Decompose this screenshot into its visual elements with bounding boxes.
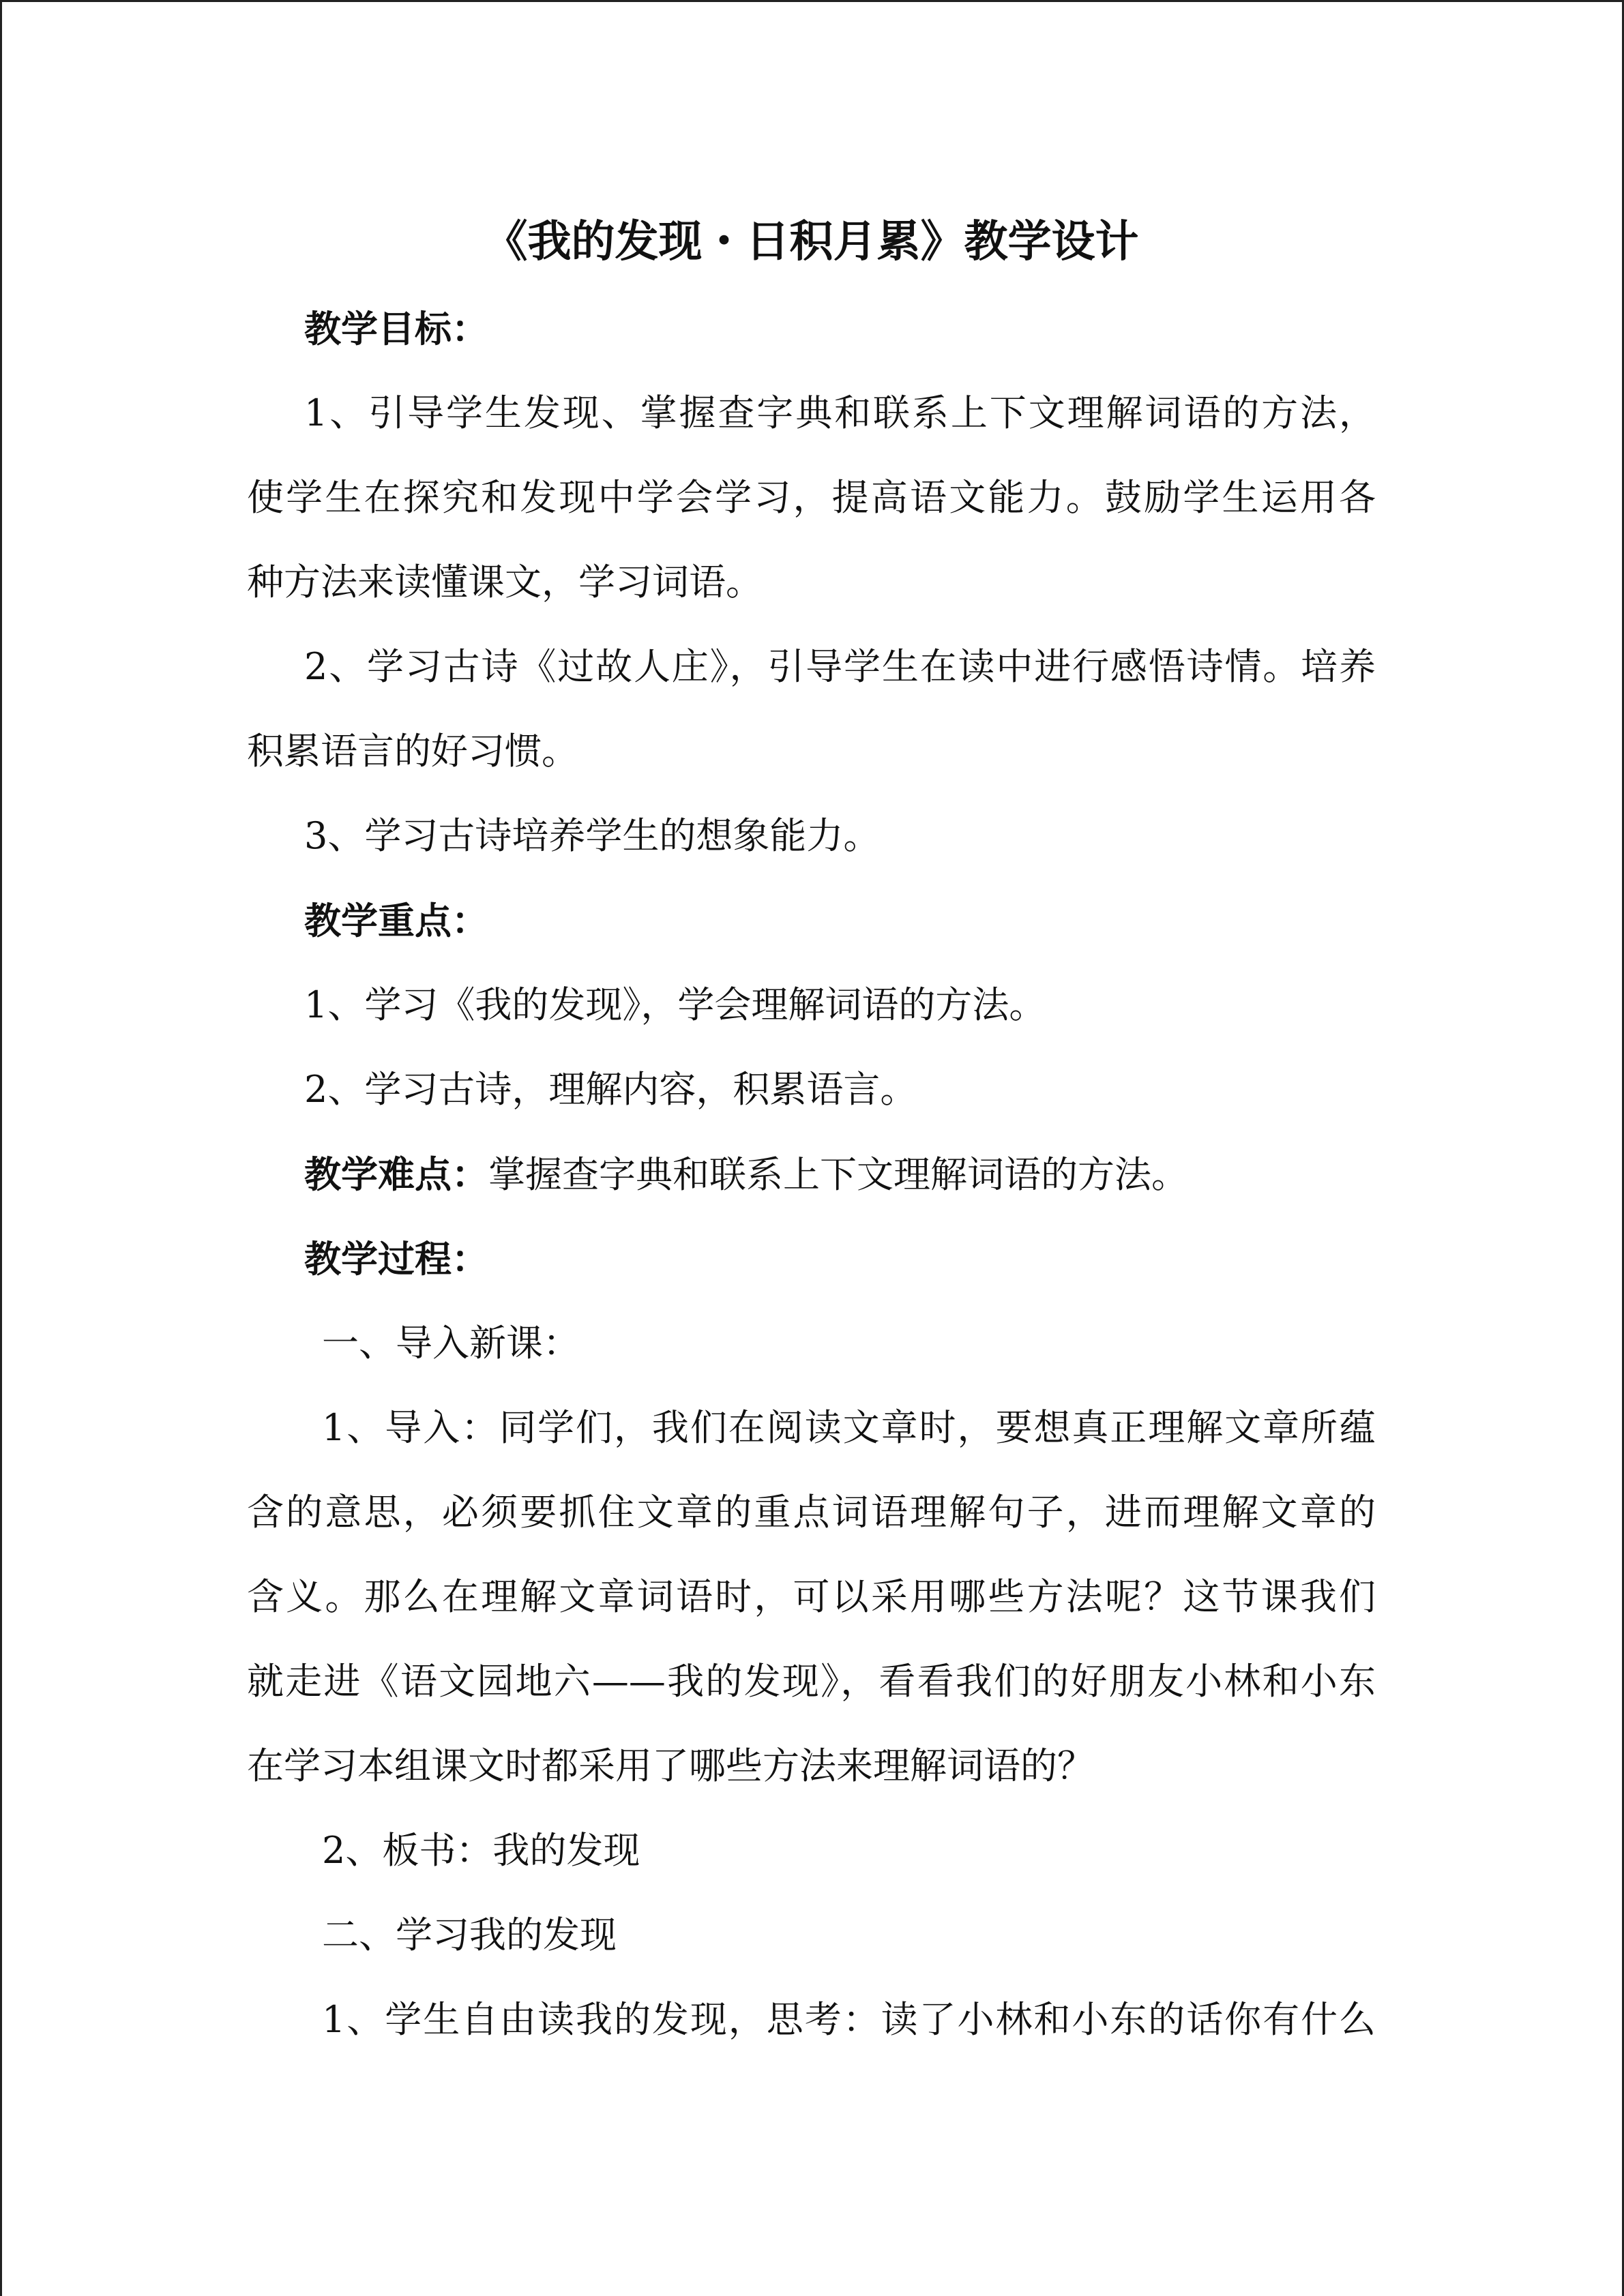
- goal-1-line-1: 1、引导学生发现、掌握查字典和联系上下文理解词语的方法，: [304, 391, 1376, 434]
- section-1-para-1-line-3: 含义。那么在理解文章词语时，可以采用哪些方法呢？这节课我们: [247, 1575, 1376, 1618]
- focus-heading: 教学重点：: [304, 899, 488, 942]
- difficulty-text: 掌握查字典和联系上下文理解词语的方法。: [488, 1153, 1188, 1196]
- focus-2: 2、学习古诗，理解内容，积累语言。: [304, 1068, 917, 1111]
- difficulty-label: 教学难点：: [304, 1152, 488, 1196]
- goal-1-line-3: 种方法来读懂课文，学习词语。: [247, 561, 763, 603]
- process-heading: 教学过程：: [304, 1237, 488, 1281]
- document-title: 《我的发现・日积月累》教学设计: [484, 216, 1139, 267]
- section-1-para-2: 2、板书：我的发现: [322, 1829, 640, 1872]
- difficulty-paragraph: [247, 1132, 1376, 1217]
- goal-1-line-2: 使学生在探究和发现中学会学习，提高语文能力。鼓励学生运用各: [247, 476, 1376, 519]
- section-2-heading: 二、学习我的发现: [322, 1913, 617, 1956]
- focus-1: 1、学习《我的发现》，学会理解词语的方法。: [304, 983, 1046, 1026]
- goal-3: 3、学习古诗培养学生的想象能力。: [304, 814, 881, 857]
- goal-2-line-1: 2、学习古诗《过故人庄》，引导学生在读中进行感悟诗情。培养: [304, 645, 1376, 688]
- section-2-para-1-line-1: 1、学生自由读我的发现，思考：读了小林和小东的话你有什么: [322, 1998, 1376, 2041]
- section-1-heading: 一、导入新课：: [322, 1322, 580, 1365]
- goal-2-line-2: 积累语言的好习惯。: [247, 730, 578, 773]
- goals-heading: 教学目标：: [304, 307, 488, 351]
- section-1-para-1-line-1: 1、导入：同学们，我们在阅读文章时，要想真正理解文章所蕴: [322, 1406, 1376, 1449]
- section-1-para-1-line-4: 就走进《语文园地六——我的发现》，看看我们的好朋友小林和小东: [247, 1660, 1376, 1703]
- section-1-para-1-line-5: 在学习本组课文时都采用了哪些方法来理解词语的？: [247, 1744, 1094, 1787]
- section-1-para-1-line-2: 含的意思，必须要抓住文章的重点词语理解句子，进而理解文章的: [247, 1491, 1376, 1534]
- document-body: [247, 198, 1376, 2062]
